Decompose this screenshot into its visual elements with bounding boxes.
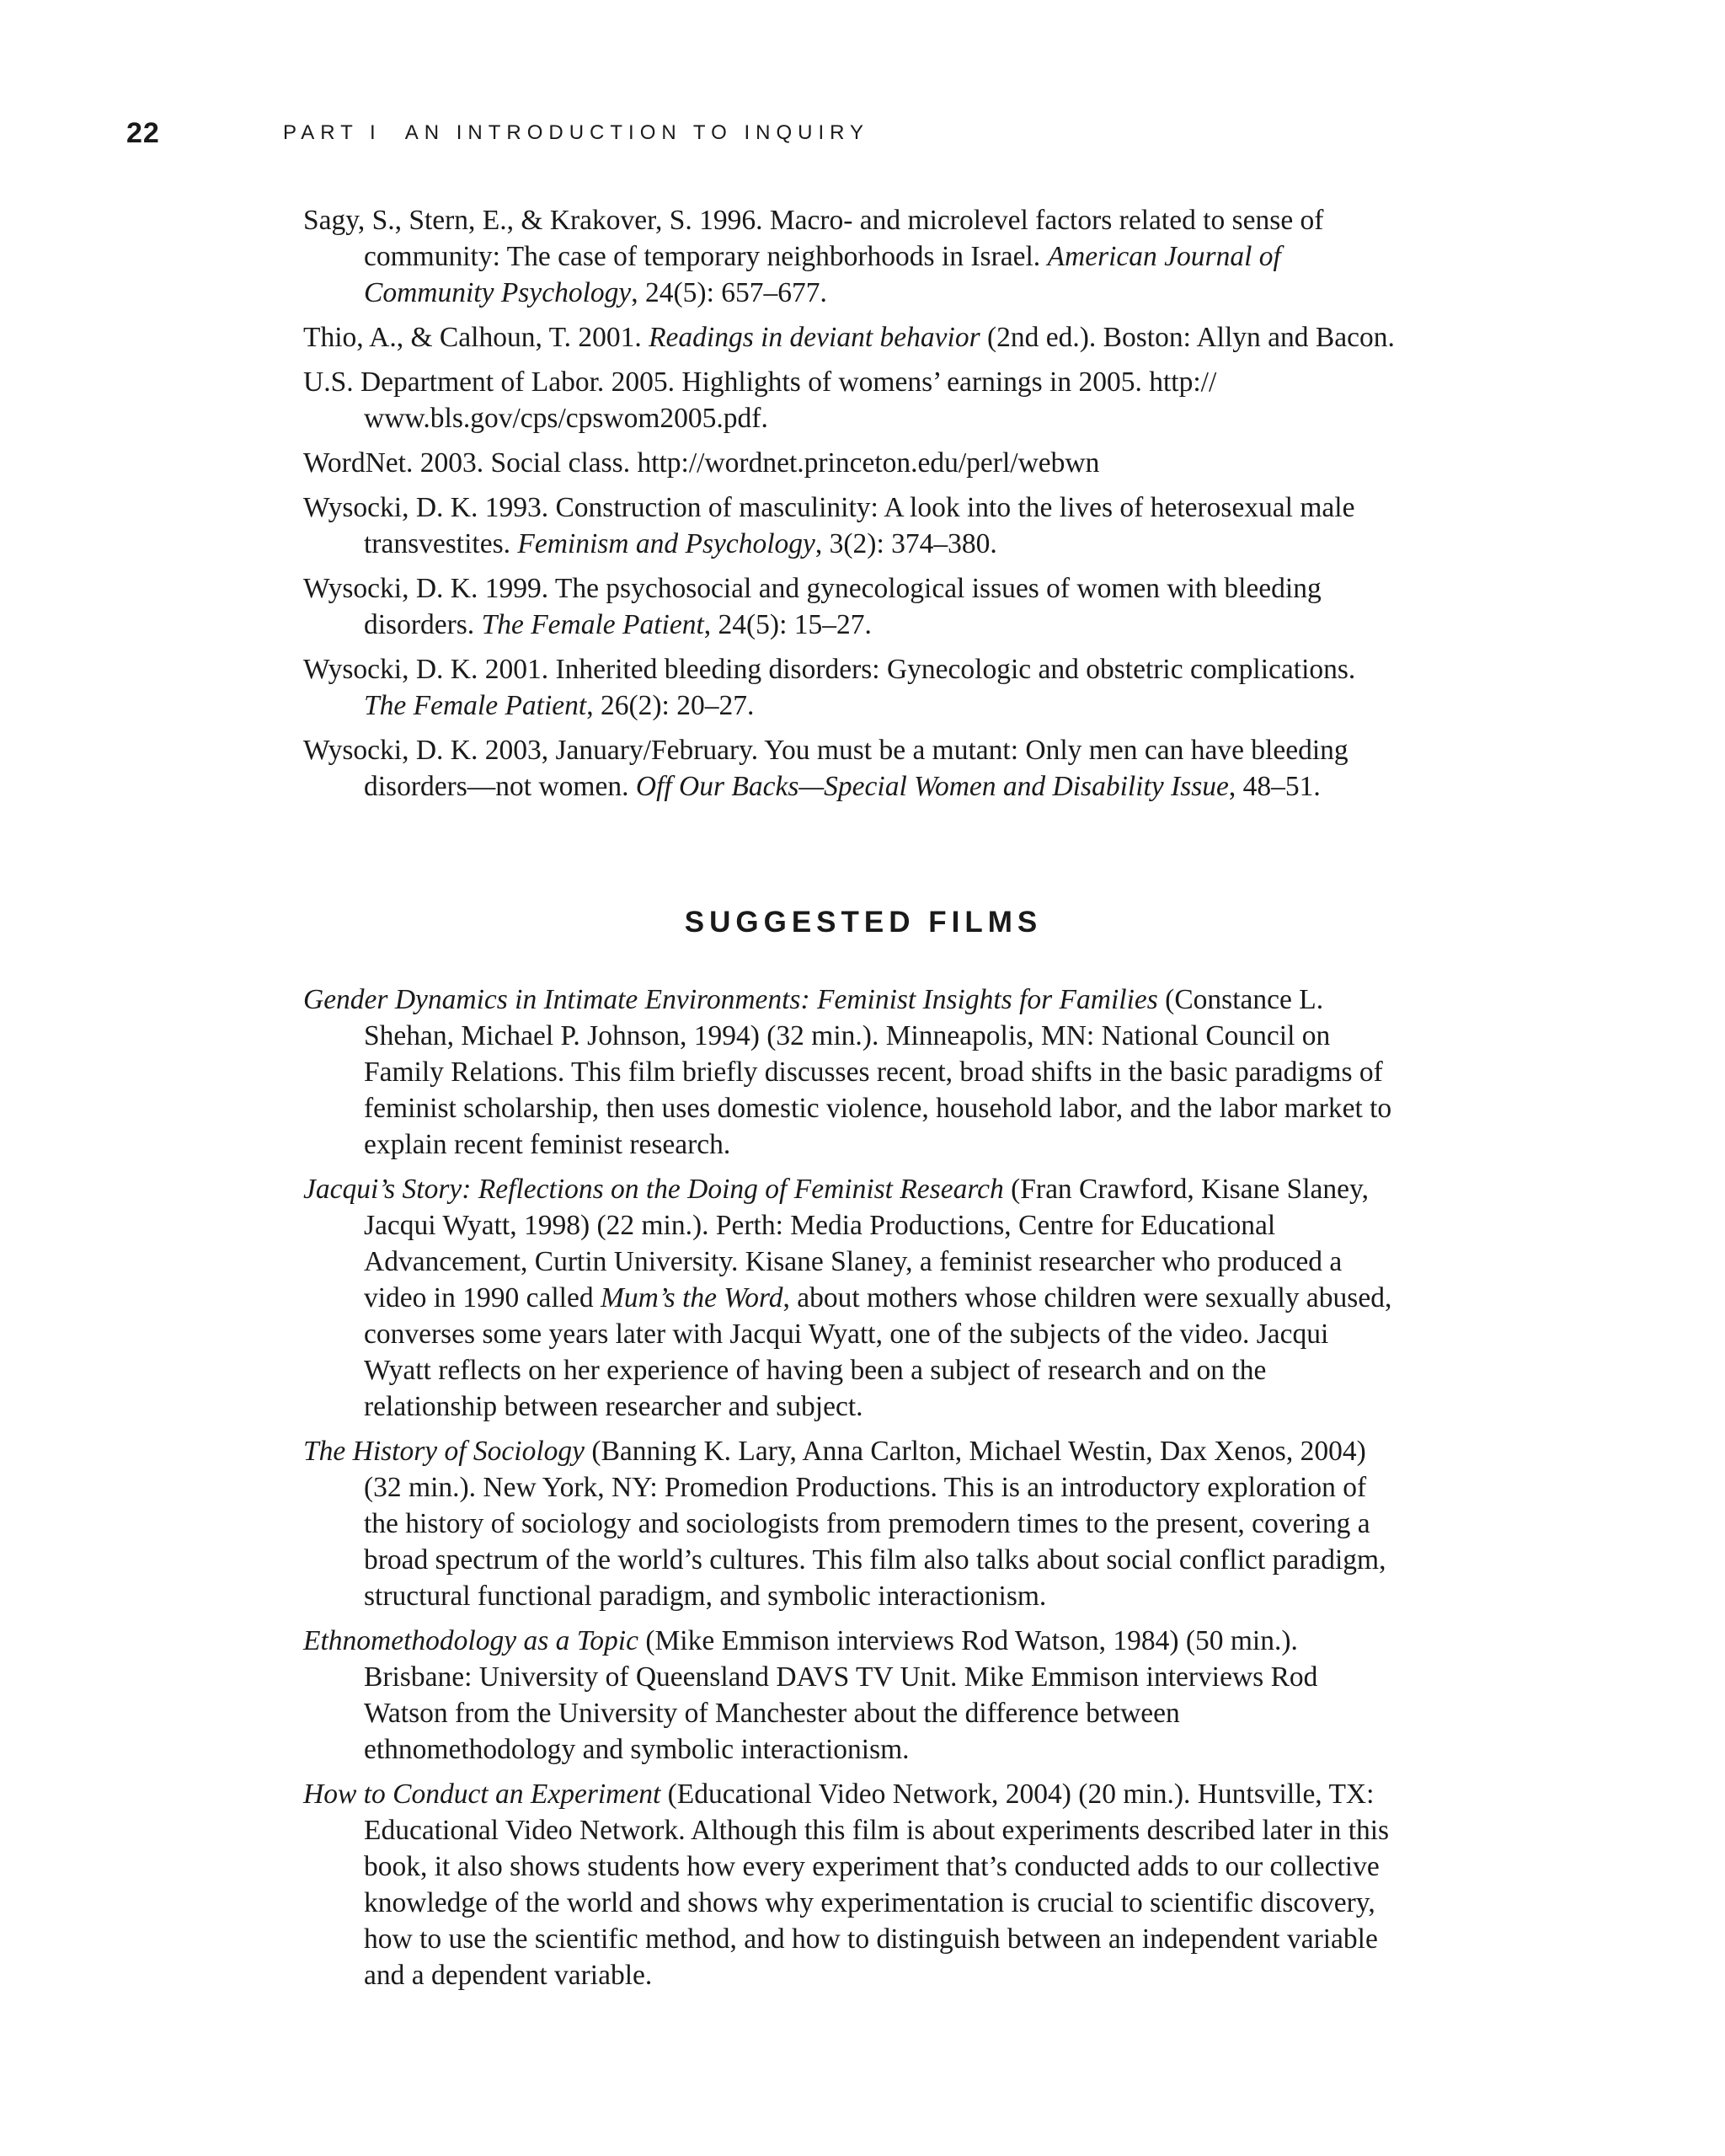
section-title: SUGGESTED FILMS: [684, 906, 1043, 939]
reference-entry: Wysocki, D. K. 1999. The psychosocial and gynecological issues of women with bleeding disorders. The Female Patient, 24(5): 15–27.: [303, 573, 1322, 640]
film-list: [303, 982, 1398, 1993]
reference-entry: Wysocki, D. K. 2001. Inherited bleeding disorders: Gynecologic and obstetric complications. The Female Patient, 26(2): 20–27.: [303, 654, 1356, 721]
reference-entry: U.S. Department of Labor. 2005. Highlights of womens’ earnings in 2005. http:// www.bls.gov/cps/cpswom2005.pdf.: [303, 366, 1217, 434]
running-head: [126, 116, 869, 150]
film-entry: How to Conduct an Experiment (Educational Video Network, 2004) (20 min.). Huntsville, TX: Educational Video Network. Although this film is about experiments described later in this book, it also shows students how every experiment that’s conducted adds to our collective knowledge of the world and shows why experimentation is crucial to scientific discovery, how to use the scientific method, and how to distinguish between an independent variable and a dependent variable.: [303, 1779, 1390, 1991]
reference-entry: Thio, A., & Calhoun, T. 2001. Readings in deviant behavior (2nd ed.). Boston: Allyn and Bacon.: [303, 322, 1395, 353]
reference-entry: Wysocki, D. K. 2003, January/February. You must be a mutant: Only men can have bleeding disorders—not women. Off Our Backs—Special Women and Disability Issue, 48–51.: [303, 735, 1348, 802]
film-entry: Ethnomethodology as a Topic (Mike Emmison interviews Rod Watson, 1984) (50 min.). Brisbane: University of Queensland DAVS TV Unit. Mike Emmison interviews Rod Watson from the University of Manchester about the difference between ethnomethodology and symbolic interactionism.: [303, 1625, 1318, 1765]
film-entry: Gender Dynamics in Intimate Environments: Feminist Insights for Families (Constance L. Shehan, Michael P. Johnson, 1994) (32 min.). Minneapolis, MN: National Council on Family Relations. This film briefly discusses recent, broad shifts in the basic paradigms of feminist scholarship, then uses domestic violence, household labor, and the labor market to explain recent feminist research.: [303, 984, 1392, 1160]
page-content: [303, 202, 1398, 2002]
reference-list: [303, 202, 1398, 805]
page-number: 22: [126, 116, 160, 149]
running-head-part: PART I: [283, 121, 382, 144]
reference-entry: WordNet. 2003. Social class. http://wordnet.princeton.edu/perl/webwn: [303, 447, 1100, 479]
suggested-films-section: [303, 906, 1398, 1993]
reference-entry: Wysocki, D. K. 1993. Construction of masculinity: A look into the lives of heterosexual male transvestites. Feminism and Psychology, 3(2): 374–380.: [303, 492, 1355, 559]
film-entry: The History of Sociology (Banning K. Lary, Anna Carlton, Michael Westin, Dax Xenos, 2004) (32 min.). New York, NY: Promedion Productions. This is an introductory exploration of the history of sociology and sociologists from premodern times to the present, covering a broad spectrum of the world’s cultures. This film also talks about social conflict paradigm, structural functional paradigm, and symbolic interactionism.: [303, 1436, 1386, 1612]
film-entry: Jacqui’s Story: Reflections on the Doing of Feminist Research (Fran Crawford, Kisane Slaney, Jacqui Wyatt, 1998) (22 min.). Perth: Media Productions, Centre for Educational Advancement, Curtin University. Kisane Slaney, a feminist researcher who produced a video in 1990 called Mum’s the Word, about mothers whose children were sexually abused, converses some years later with Jacqui Wyatt, one of the subjects of the video. Jacqui Wyatt reflects on her experience of having been a subject of research and on the relationship between researcher and subject.: [303, 1174, 1392, 1422]
reference-entry: Sagy, S., Stern, E., & Krakover, S. 1996. Macro- and microlevel factors related to sense of community: The case of temporary neighborhoods in Israel. American Journal of Community Psychology, 24(5): 657–677.: [303, 205, 1324, 308]
running-head-title: AN INTRODUCTION TO INQUIRY: [404, 121, 870, 144]
